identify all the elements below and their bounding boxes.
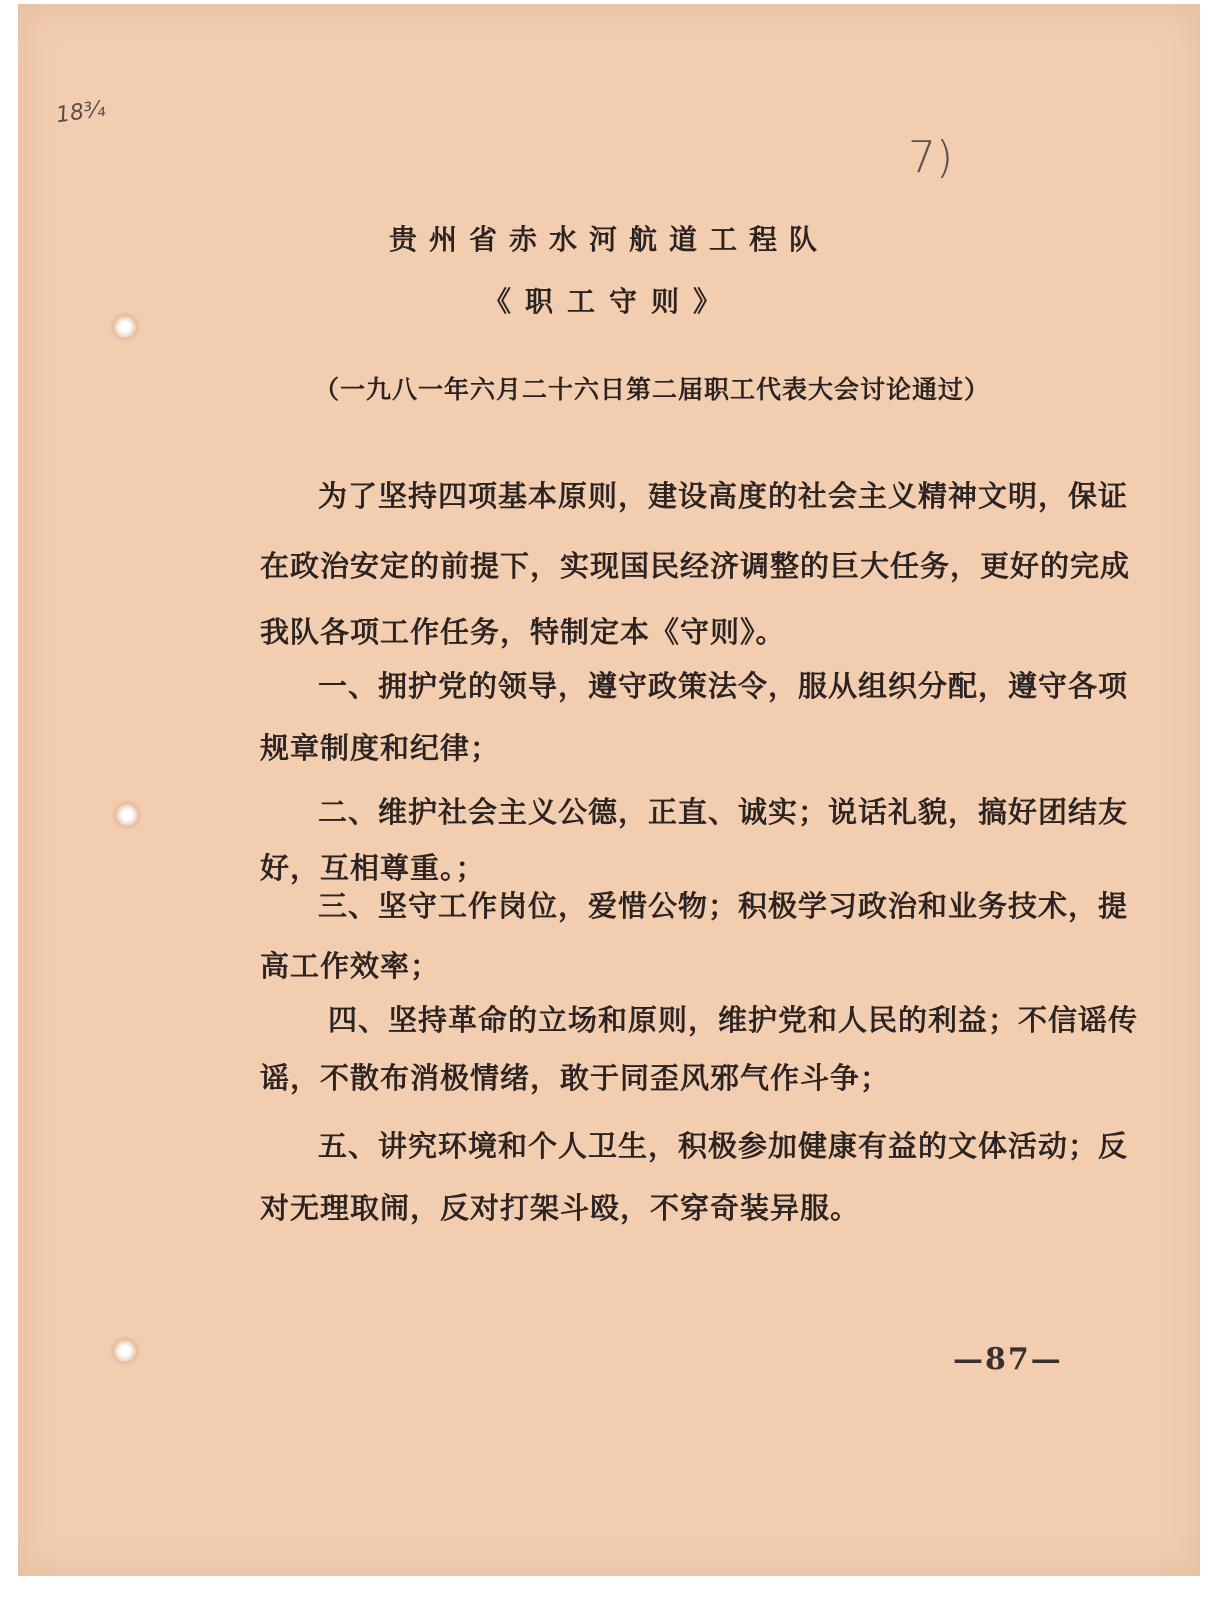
page-number: —87— xyxy=(953,1342,1063,1377)
handwritten-folio-number: 7) xyxy=(908,132,954,183)
body-line: 五、讲究环境和个人卫生，积极参加健康有益的文体活动；反 xyxy=(318,1129,1129,1163)
body-line: 好，互相尊重。； xyxy=(260,851,486,885)
body-line: 二、维护社会主义公德，正直、诚实；说话礼貌，搞好团结友 xyxy=(318,795,1129,829)
body-line: 谣，不散布消极情绪，敢于同歪风邪气作斗争； xyxy=(260,1061,891,1095)
body-line: 规章制度和纪律； xyxy=(260,731,501,765)
body-line: 一、拥护党的领导，遵守政策法令，服从组织分配，遵守各项 xyxy=(318,669,1129,703)
punch-hole-bottom xyxy=(114,1340,136,1362)
body-line: 在政治安定的前提下，实现国民经济调整的巨大任务，更好的完成 xyxy=(260,549,1131,583)
organization-title: 贵州省赤水河航道工程队 xyxy=(388,223,829,256)
handwritten-page-mark: 18¾ xyxy=(54,96,107,129)
document-subtitle: （一九八一年六月二十六日第二届职工代表大会讨论通过） xyxy=(314,375,991,404)
body-line: 四、坚持革命的立场和原则，维护党和人民的利益；不信谣传 xyxy=(328,1003,1139,1037)
body-line: 对无理取闹，反对打架斗殴，不穿奇装异服。 xyxy=(260,1191,861,1225)
body-line: 为了坚持四项基本原则，建设高度的社会主义精神文明，保证 xyxy=(318,479,1129,513)
document-title: 《职工守则》 xyxy=(482,285,735,318)
punch-hole-middle xyxy=(116,804,138,826)
body-line: 高工作效率； xyxy=(260,949,441,983)
body-line: 我队各项工作任务，特制定本《守则》。 xyxy=(260,615,786,649)
document-page xyxy=(18,4,1200,1576)
body-line: 三、坚守工作岗位，爱惜公物；积极学习政治和业务技术，提 xyxy=(318,889,1129,923)
